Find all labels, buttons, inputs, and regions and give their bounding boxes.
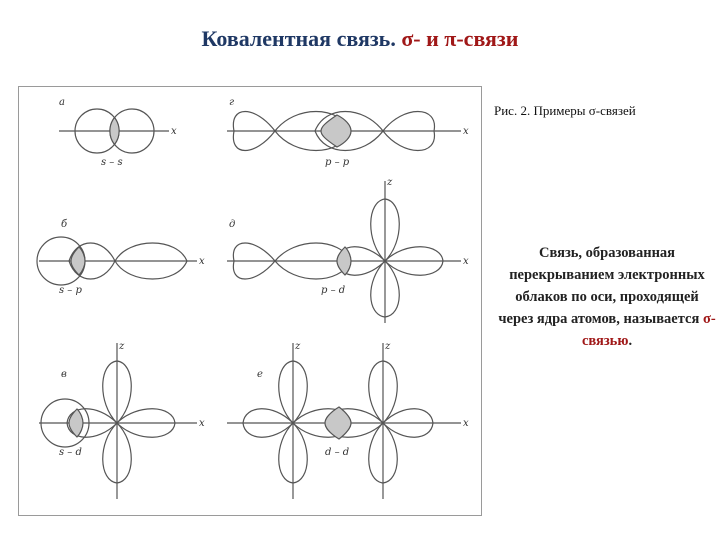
overlap-label: p – d (321, 285, 346, 296)
z-axis-label: z (387, 177, 393, 188)
x-axis-label: x (199, 418, 205, 429)
panel-letter: в (61, 369, 67, 380)
x-axis-label: x (463, 126, 469, 137)
overlap-label: s – p (59, 285, 82, 296)
x-axis-label: x (199, 256, 205, 267)
overlap-region (69, 409, 83, 437)
sigma-bond-definition (496, 242, 718, 352)
overlap-label: d – d (325, 447, 350, 458)
panel-letter: д (229, 219, 236, 230)
x-axis-label: x (463, 256, 469, 267)
overlap-region (337, 247, 351, 275)
title-text: Ковалентная связь. (201, 26, 396, 51)
panel-letter: г (229, 97, 235, 108)
overlap-region (325, 407, 351, 439)
orbital-overlap-figure (18, 86, 482, 516)
definition-term: σ-связью (581, 311, 716, 349)
panel-s-p (37, 219, 205, 296)
z-axis-label: z (119, 341, 125, 352)
overlap-label: s – d (59, 447, 82, 458)
overlap-region (321, 115, 351, 147)
overlap-region (110, 118, 119, 145)
panel-letter: а (59, 97, 65, 108)
panel-p-p (227, 97, 469, 168)
definition-text: Связь, образованная перекрыванием электронных облаков по оси, проходящей через ядра атомов, называется (498, 245, 705, 327)
overlap-label: p – p (325, 157, 350, 168)
panel-letter: б (61, 219, 68, 230)
panel-s-s (59, 97, 177, 168)
definition-end: . (628, 333, 633, 349)
panel-p-d (227, 177, 469, 323)
panel-d-d (227, 341, 469, 499)
x-axis-label: x (463, 418, 469, 429)
title-accent: σ- и π-связи (401, 26, 519, 51)
panel-s-d (39, 341, 205, 499)
z-axis-label: z (385, 341, 391, 352)
slide-title (0, 26, 720, 52)
figure-caption: Рис. 2. Примеры σ-связей (494, 103, 636, 118)
overlap-region (71, 247, 85, 275)
panel-letter: е (257, 369, 263, 380)
z-axis-label: z (295, 341, 301, 352)
overlap-label: s – s (101, 157, 123, 168)
x-axis-label: x (171, 126, 177, 137)
orbital-diagram (19, 87, 481, 515)
